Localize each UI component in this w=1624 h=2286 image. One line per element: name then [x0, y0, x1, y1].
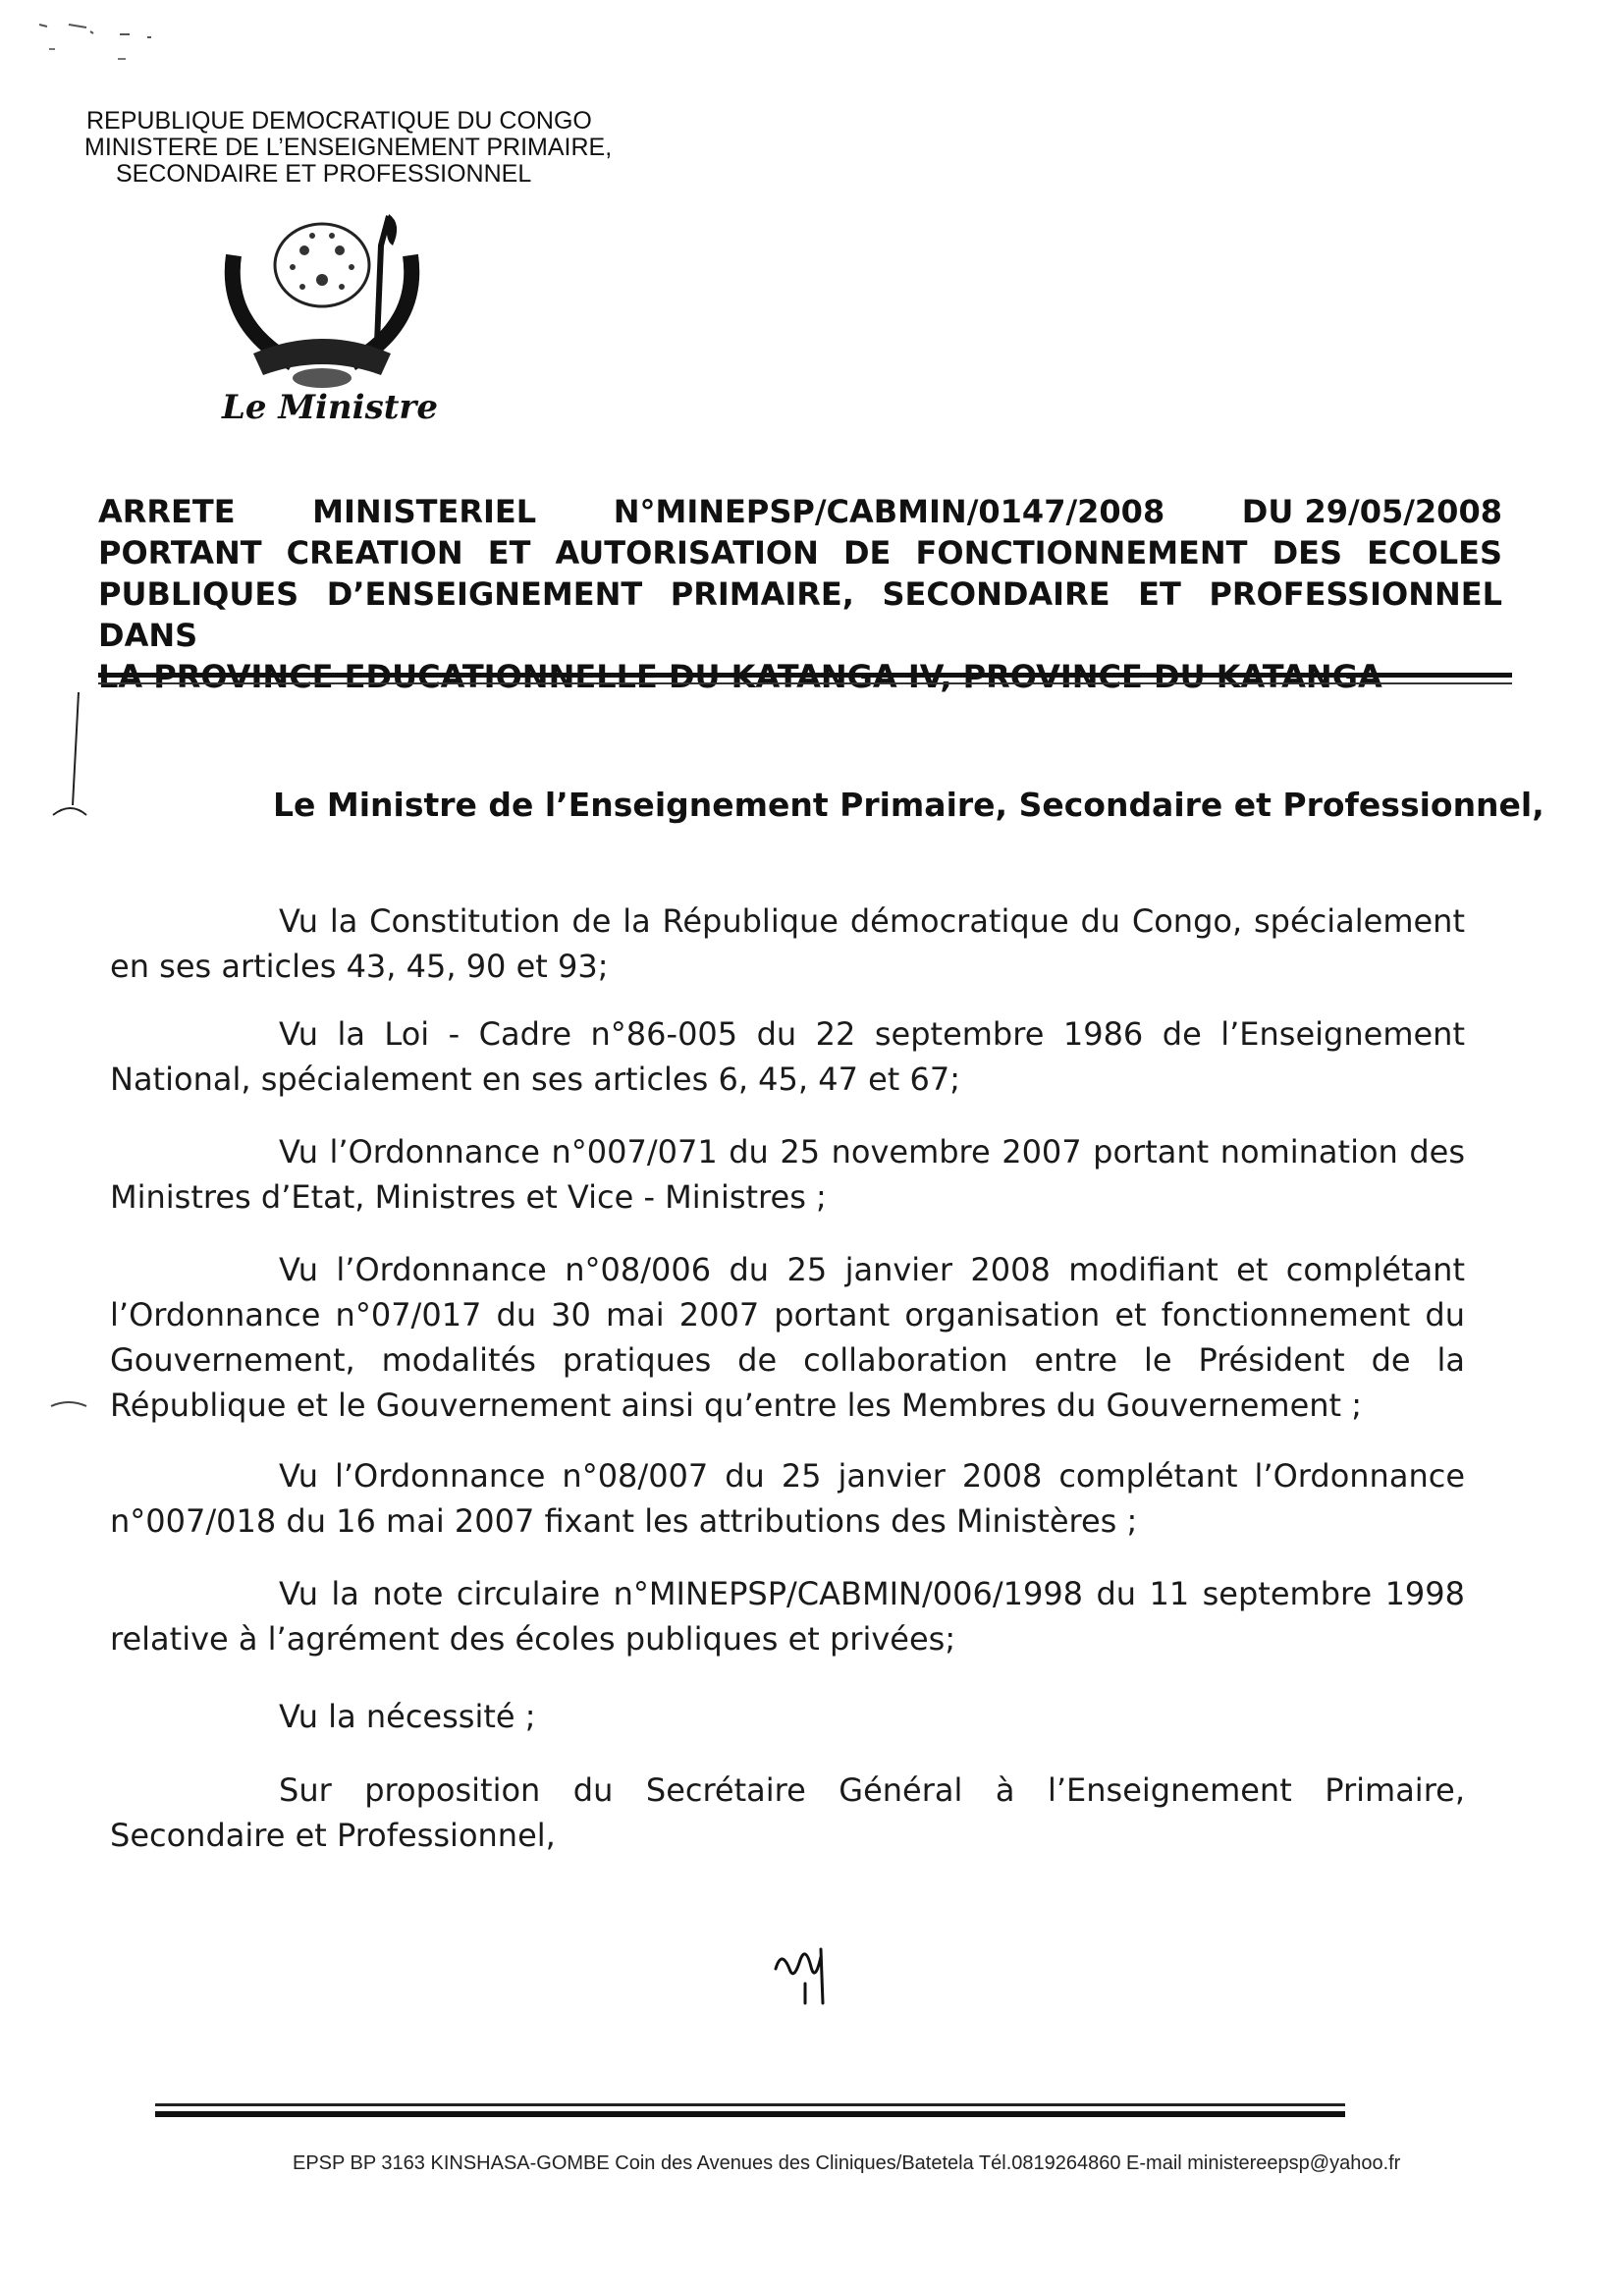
paragraph-text: Sur proposition du Secrétaire Général à l’Enseignement Primaire, Secondaire et Professionnel, — [110, 1771, 1465, 1854]
ministry-header — [84, 108, 634, 188]
consideration-paragraph — [110, 1247, 1465, 1428]
footer-divider — [155, 2103, 1345, 2106]
title-line-2: PORTANT CREATION ET AUTORISATION DE FONCTIONNEMENT DES ECOLES — [98, 534, 1502, 572]
title-divider — [98, 673, 1512, 678]
paragraph-text: Vu l’Ordonnance n°007/071 du 25 novembre 2007 portant nomination des Ministres d’Etat, Ministres et Vice - Ministres ; — [110, 1133, 1465, 1216]
congo-coat-of-arms-icon — [214, 196, 430, 393]
title-word-arrete: ARRETE — [98, 493, 236, 530]
header-line-ministry-cont: SECONDAIRE ET PROFESSIONNEL — [116, 160, 532, 188]
scan-marks-icon — [29, 20, 167, 79]
footer-divider-thick — [155, 2111, 1345, 2117]
paragraph-text: Vu l’Ordonnance n°08/007 du 25 janvier 2008 complétant l’Ordonnance n°007/018 du 16 mai 2007 fixant les attributions des Ministères ; — [110, 1457, 1465, 1540]
paragraph-text: Vu la Loi - Cadre n°86-005 du 22 septembre 1986 de l’Enseignement National, spécialement en ses articles 6, 45, 47 et 67; — [110, 1015, 1465, 1098]
handwritten-initials-icon — [766, 1939, 844, 2008]
consideration-paragraph — [110, 1011, 1465, 1102]
paragraph-text: Vu la nécessité ; — [279, 1698, 536, 1735]
title-divider-thin — [98, 682, 1512, 684]
decree-title — [98, 491, 1502, 697]
consideration-paragraph — [110, 898, 1465, 989]
margin-bracket-mark-icon — [51, 687, 90, 835]
consideration-paragraph — [110, 1129, 1465, 1220]
consideration-paragraph — [110, 1694, 1465, 1739]
decree-number: N°MINEPSP/CABMIN/0147/2008 — [613, 493, 1165, 530]
decree-date: DU 29/05/2008 — [1241, 493, 1502, 530]
title-line-3: PUBLIQUES D’ENSEIGNEMENT PRIMAIRE, SECONDAIRE ET PROFESSIONNEL DANS — [98, 575, 1502, 654]
paragraph-text: Vu la note circulaire n°MINEPSP/CABMIN/006/1998 du 11 septembre 1998 relative à l’agrément des écoles publiques et privées; — [110, 1575, 1465, 1658]
consideration-paragraph — [110, 1768, 1465, 1858]
header-line-ministry: MINISTERE DE L’ENSEIGNEMENT PRIMAIRE, — [84, 134, 613, 161]
footer-address: EPSP BP 3163 KINSHASA-GOMBE Coin des Avenues des Cliniques/Batetela Tél.0819264860 E-mail ministereepsp@yahoo.fr — [293, 2152, 1401, 2174]
minister-intro: Le Ministre de l’Enseignement Primaire, Secondaire et Professionnel, — [273, 786, 1544, 824]
paragraph-text: Vu la Constitution de la République démocratique du Congo, spécialement en ses articles 43, 45, 90 et 93; — [110, 902, 1465, 985]
consideration-paragraph — [110, 1453, 1465, 1544]
margin-dash-icon — [49, 1394, 88, 1414]
paragraph-text: Vu l’Ordonnance n°08/006 du 25 janvier 2008 modifiant et complétant l’Ordonnance n°07/017 du 30 mai 2007 portant organisation et fonctionnement du Gouvernement, modalités pratiques de collaboration entre le Président de la République et le Gouvernement ainsi qu’entre les Membres du Gouvernement ; — [110, 1251, 1465, 1424]
title-line-1 — [98, 491, 1502, 532]
header-line-country: REPUBLIQUE DEMOCRATIQUE DU CONGO — [86, 107, 592, 135]
consideration-paragraph — [110, 1571, 1465, 1661]
title-word-ministeriel: MINISTERIEL — [312, 493, 537, 530]
signature-title: Le Ministre — [222, 388, 438, 427]
